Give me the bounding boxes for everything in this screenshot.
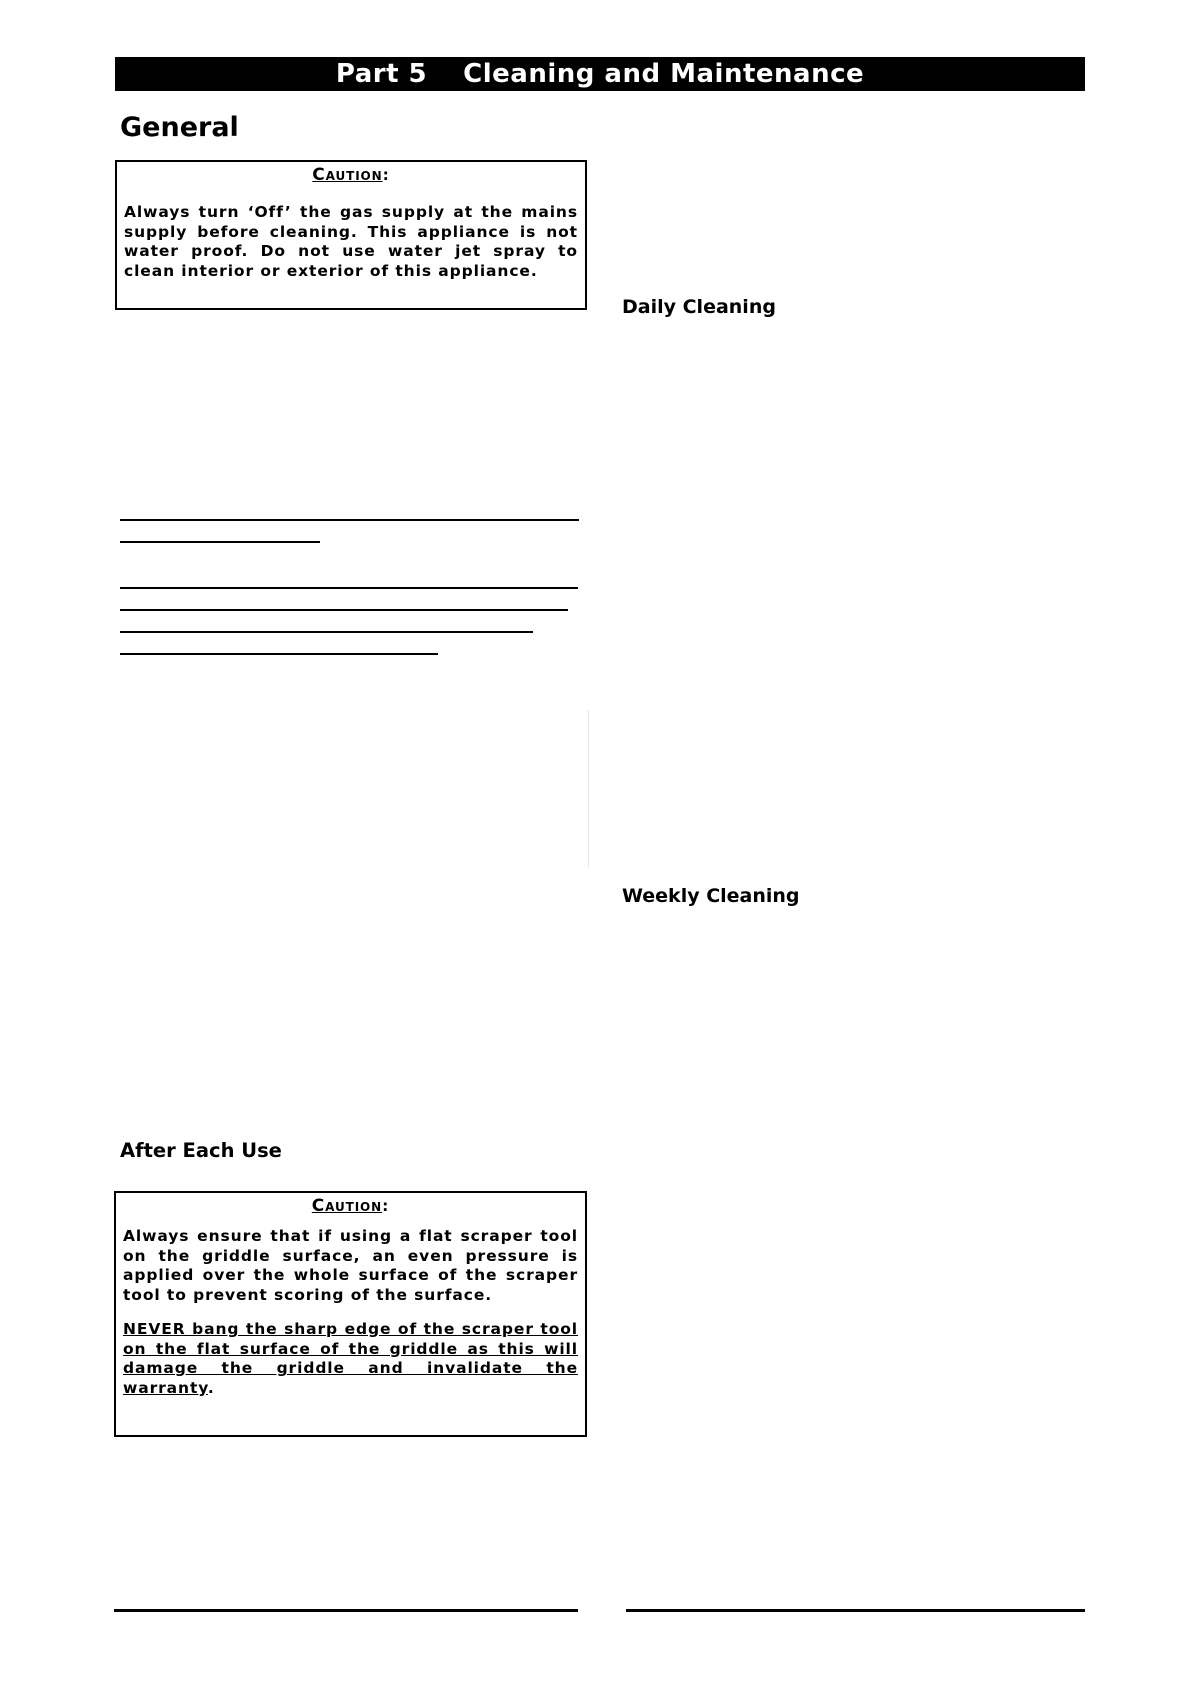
caution-box-gas-supply	[115, 160, 587, 310]
caution-colon: :	[382, 166, 390, 184]
warranty-warning-period: .	[207, 1378, 215, 1397]
after-each-use-heading: After Each Use	[120, 1139, 282, 1162]
caution-label: Caution	[312, 165, 383, 185]
warranty-warning	[123, 1320, 578, 1399]
caution-colon: :	[382, 1197, 390, 1215]
blank-line-3	[120, 587, 578, 589]
caution-text: Always turn ‘Off’ the gas supply at the mains supply before cleaning. This appliance is not water proof. Do not use water jet spray to clean interior or exterior of this appliance.	[124, 203, 578, 281]
column-divider-mark	[588, 710, 589, 868]
daily-cleaning-heading: Daily Cleaning	[622, 296, 776, 318]
section-title-heading: Cleaning and Maintenance	[463, 59, 865, 89]
blank-line-4	[120, 609, 568, 611]
weekly-cleaning-heading: Weekly Cleaning	[622, 885, 800, 907]
caution-label: Caution	[311, 1196, 383, 1216]
blank-line-1	[120, 519, 579, 521]
footer-rule-left	[114, 1609, 578, 1612]
section-header-bar	[115, 57, 1085, 91]
warranty-warning-text: NEVER bang the sharp edge of the scraper tool on the flat surface of the griddle as this will damage the griddle and invalidate the warranty	[123, 1319, 578, 1397]
blank-line-2	[120, 541, 320, 543]
blank-line-5	[120, 631, 533, 633]
blank-line-6	[120, 653, 438, 655]
general-heading: General	[120, 112, 239, 143]
caution-title	[124, 166, 578, 184]
part-number: Part 5	[335, 59, 428, 89]
caution-title	[123, 1197, 578, 1215]
footer-rule-right	[626, 1609, 1085, 1612]
caution-box-scraper	[114, 1191, 587, 1437]
caution-text: Always ensure that if using a flat scraper tool on the griddle surface, an even pressure is applied over the whole surface of the scraper tool to prevent scoring of the surface.	[123, 1227, 578, 1305]
